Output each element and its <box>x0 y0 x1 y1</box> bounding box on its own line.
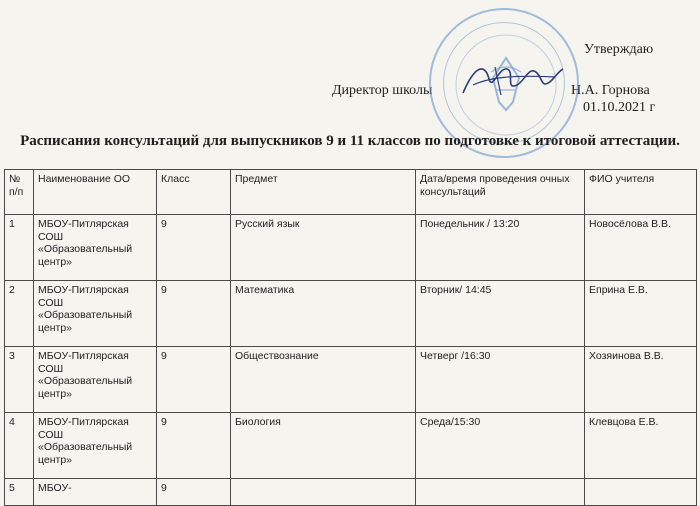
header-class: Класс <box>157 170 231 215</box>
cell-subject <box>231 479 416 506</box>
cell-subject: Обществознание <box>231 347 416 413</box>
header-number: № п/п <box>5 170 34 215</box>
table-row <box>5 215 697 281</box>
document-title: Расписания консультаций для выпускников 9 и 11 классов по подготовке к итоговой аттестации. <box>20 133 680 149</box>
header-datetime: Дата/время проведения очных консультаций <box>416 170 585 215</box>
table-header-row <box>5 170 697 215</box>
cell-datetime <box>416 479 585 506</box>
cell-number: 2 <box>5 281 34 347</box>
cell-class: 9 <box>157 347 231 413</box>
cell-number: 3 <box>5 347 34 413</box>
table-row <box>5 347 697 413</box>
cell-teacher: Клевцова Е.В. <box>585 413 697 479</box>
cell-teacher: Хозяинова В.В. <box>585 347 697 413</box>
director-signature <box>455 55 565 105</box>
cell-organization: МБОУ-Питлярская СОШ «Образовательный центр» <box>34 281 157 347</box>
cell-subject: Биология <box>231 413 416 479</box>
cell-number: 1 <box>5 215 34 281</box>
cell-organization: МБОУ-Питлярская СОШ «Образовательный центр» <box>34 413 157 479</box>
cell-teacher: Новосёлова В.В. <box>585 215 697 281</box>
cell-datetime: Понедельник / 13:20 <box>416 215 585 281</box>
cell-datetime: Вторник/ 14:45 <box>416 281 585 347</box>
cell-class: 9 <box>157 215 231 281</box>
header-subject: Предмет <box>231 170 416 215</box>
cell-class: 9 <box>157 281 231 347</box>
consultation-schedule-table <box>4 169 697 506</box>
cell-class: 9 <box>157 413 231 479</box>
cell-datetime: Среда/15:30 <box>416 413 585 479</box>
director-name: Н.А. Горнова <box>571 83 650 98</box>
header-organization: Наименование ОО <box>34 170 157 215</box>
cell-organization: МБОУ- <box>34 479 157 506</box>
cell-subject: Русский язык <box>231 215 416 281</box>
table-row <box>5 413 697 479</box>
cell-teacher <box>585 479 697 506</box>
cell-organization: МБОУ-Питлярская СОШ «Образовательный центр» <box>34 347 157 413</box>
table-row <box>5 479 697 506</box>
cell-number: 4 <box>5 413 34 479</box>
director-label: Директор школы <box>332 83 433 98</box>
cell-organization: МБОУ-Питлярская СОШ «Образовательный центр» <box>34 215 157 281</box>
approval-word: Утверждаю <box>584 42 654 57</box>
cell-teacher: Еприна Е.В. <box>585 281 697 347</box>
approval-date: 01.10.2021 г <box>583 100 656 115</box>
table-row <box>5 281 697 347</box>
header-teacher: ФИО учителя <box>585 170 697 215</box>
cell-number: 5 <box>5 479 34 506</box>
cell-class: 9 <box>157 479 231 506</box>
cell-subject: Математика <box>231 281 416 347</box>
cell-datetime: Четверг /16:30 <box>416 347 585 413</box>
